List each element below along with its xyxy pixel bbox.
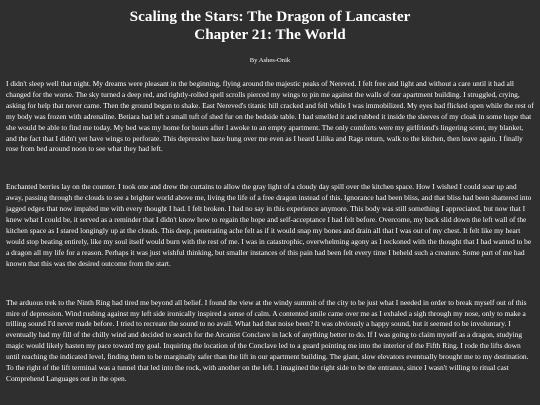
story-paragraph: I didn't sleep well that night. My dreams were pleasant in the beginning, flying around the majestic peaks of Nereved. I felt free and light and without a care until it had all changed for the worse. The sky turned a deep red, and tightly-rolled spell scrolls pierced my wings to pin me against the walls of our apartment building. I struggled, crying, asking for help that never came. Then the ground began to shake. East Nereved's titanic hill cracked and fell while I was immobilized. My eyes had flicked open while the rest of my body was frozen with adrenaline. Betiara had left a small tuft of shed fur on the bedside table. I had smelled it and rubbed it inside the sleeves of my cloak in some hope that she would be able to find me today. My bed was my home for hours after I awoke to an empty apartment. The only comforts were my girlfriend's lingering scent, my blanket, and the fact that I didn't yet have wings to perforate. This depressive haze hung over me even as I heard Lilika and Rags return, walk to the kitchen, then leave again. I finally rose from bed around noon to see what they had left. (6, 79, 534, 154)
chapter-title: Chapter 21: The World (194, 26, 346, 43)
story-paragraph: The arduous trek to the Ninth Ring had tired me beyond all belief. I found the view at the windy summit of the city to be just what I needed in order to break myself out of this mire of depression. Wind rushing against my left side ironically inspired a sense of calm. A contented smile came over me as I exhaled a sigh through my nose, only to make a trilling sound I'd never made before. I tried to recreate the sound to no avail. What had that noise been? It was obviously a happy sound, but it seemed to be involuntary. I eventually had my fill of the chilly wind and decided to search for the Arcanist Conclave in lack of anything better to do. If I was going to claim myself as a dragon, studying magic would likely hasten my pace toward my goal. Inquiring the location of the Conclave led to a guard pointing me into the interior of the Fifth Ring. I rode the lifts down until reaching the indicated level, finding them to be marginally safer than the lift in our apartment building. The giant, slow elevators eventually brought me to my destination. To the right of the lift terminal was a tunnel that led into the rock, with another on the left. I imagined the right side to be the entrance, since I wasn't willing to ritual cast Comprehend Languages out in the open. (6, 297, 529, 383)
story-paragraph: Enchanted berries lay on the counter. I took one and drew the curtains to allow the gray light of a cloudy day spill over the kitchen space. How I wished I could soar up and away, passing through the clouds to see a brighter world above me, living the life of a free dragon instead of this. Ignorance had been bliss, and that bliss had been shattered into jagged edges that now impaled me with every thought I had. I felt broken. I had no say in this experience anymore. This body was still something I appreciated, but now that I knew what I could be, it served as a reminder that I didn't know how to regain the hope and self-acceptance I had felt before. Overcome, my back slid down the left wall of the kitchen space as I stared longingly up at the clouds. This deep, penetrating ache felt as if it would snap my bones and drain all that I was out of my chest. It felt like my heart would stop beating entirely, like my soul itself would burn with the rest of me. I was in catastrophic, overwhelming agony as I reckoned with the thought that I had wanted to be a dragon all my life for a reason. Perhaps it was just wishful thinking, but smaller instances of this pain had been felt every time I beheld such a creature. Some part of me had known that this was the desired outcome from the start. (6, 182, 532, 268)
author-byline: By Ashes-Onik (249, 57, 291, 64)
story-title: Scaling the Stars: The Dragon of Lancaster (129, 8, 411, 25)
